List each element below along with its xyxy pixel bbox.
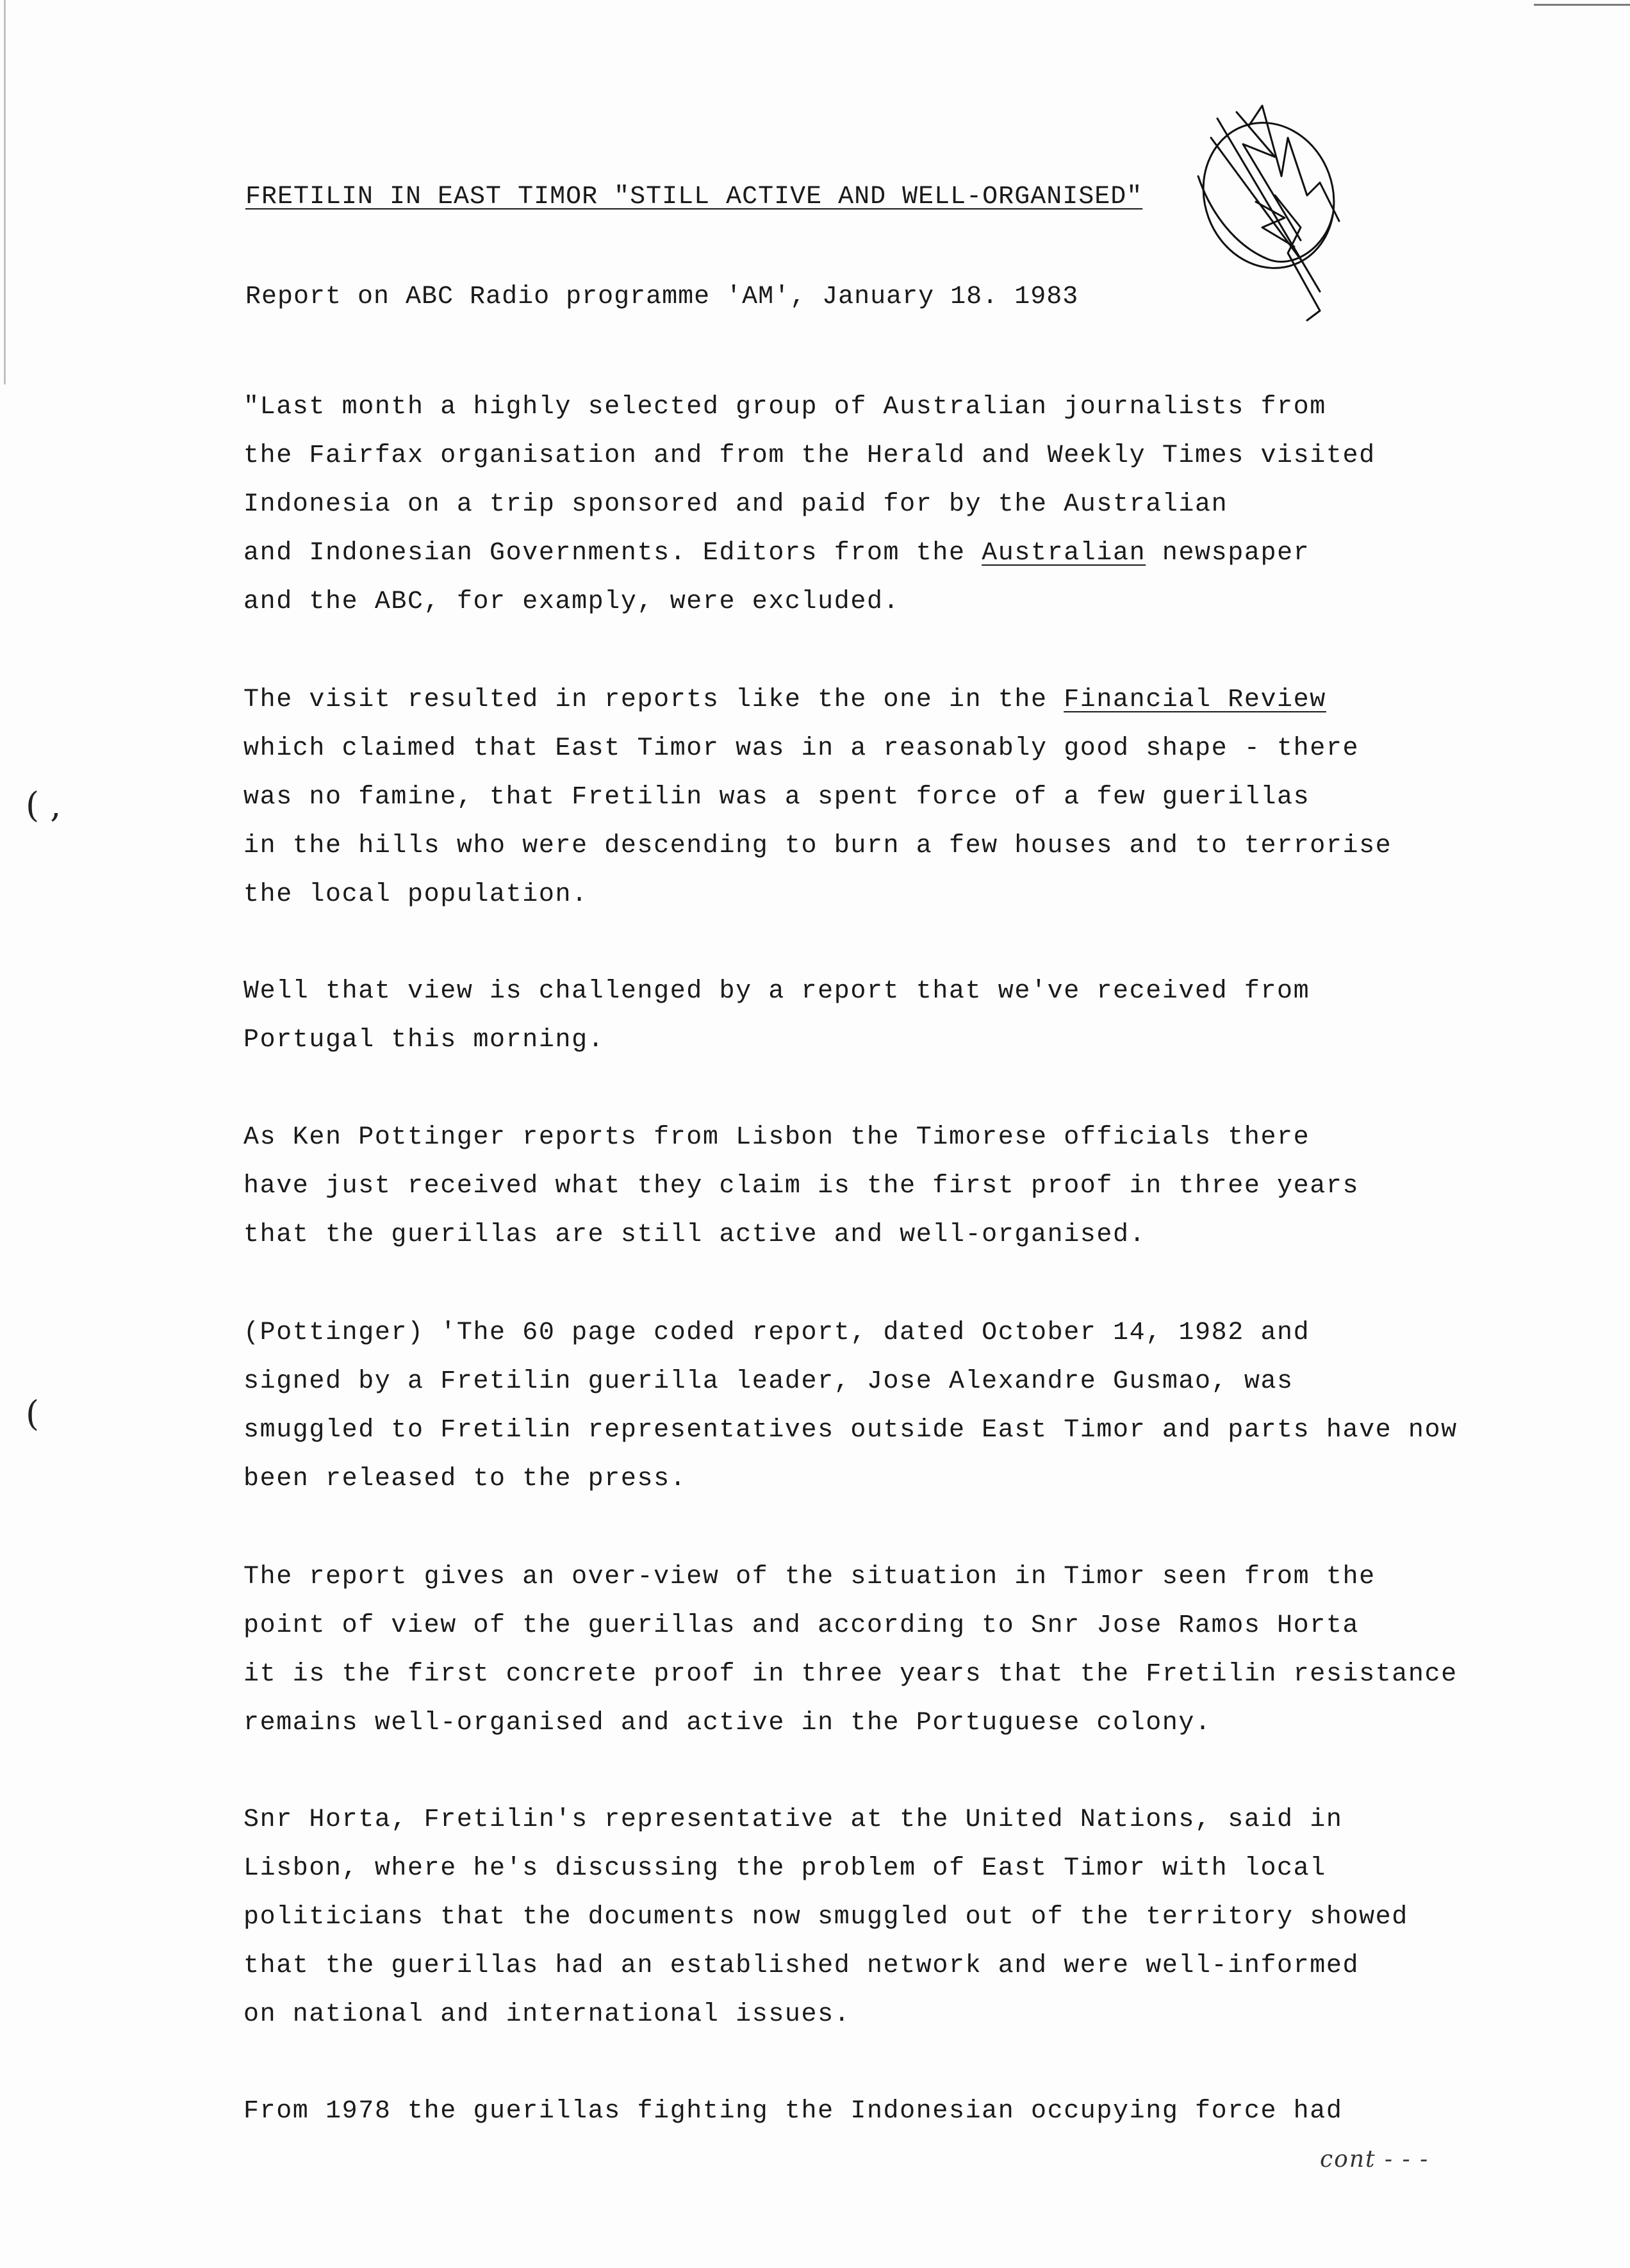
paragraph-line bbox=[243, 676, 1392, 725]
underlined-term-australian: Australian bbox=[982, 539, 1146, 568]
scan-edge-left bbox=[4, 0, 6, 384]
continuation-note: cont - - - bbox=[1320, 2146, 1429, 2173]
paragraph-line: on national and international issues. bbox=[243, 2000, 851, 2029]
handwritten-signature bbox=[1173, 99, 1365, 330]
paragraph-line: Lisbon, where he's discussing the problem of East Timor with local bbox=[243, 1854, 1326, 1883]
paragraph-line: "Last month a highly selected group of Australian journalists from bbox=[243, 393, 1326, 422]
paragraph-6 bbox=[243, 1553, 1458, 1748]
margin-punch-mark-lower: ( bbox=[26, 1393, 40, 1434]
paragraph-line: that the guerillas are still active and well-organised. bbox=[243, 1220, 1146, 1249]
underlined-term-financial-review: Financial Review bbox=[1064, 686, 1326, 714]
paragraph-line: that the guerillas had an established network and were well-informed bbox=[243, 1952, 1360, 1980]
paragraph-2 bbox=[243, 676, 1392, 919]
paragraph-line: point of view of the guerillas and according to Snr Jose Ramos Horta bbox=[243, 1611, 1360, 1640]
paragraph-line: Portugal this morning. bbox=[243, 1026, 605, 1055]
paragraph-line: signed by a Fretilin guerilla leader, Jose Alexandre Gusmao, was bbox=[243, 1367, 1294, 1396]
paragraph-4 bbox=[243, 1113, 1359, 1260]
paragraph-line: Well that view is challenged by a report that we've received from bbox=[243, 977, 1310, 1006]
paragraph-line: politicians that the documents now smuggled out of the territory showed bbox=[243, 1903, 1408, 1932]
paragraph-5 bbox=[243, 1309, 1458, 1504]
paragraph-3 bbox=[243, 967, 1310, 1065]
paragraph-7 bbox=[243, 1796, 1408, 2039]
paragraph-line: As Ken Pottinger reports from Lisbon the Timorese officials there bbox=[243, 1123, 1310, 1152]
line-segment: The visit resulted in reports like the one in the bbox=[243, 686, 1064, 714]
report-subtitle: Report on ABC Radio programme 'AM', January 18. 1983 bbox=[245, 283, 1079, 311]
line-segment: newspaper bbox=[1146, 539, 1310, 568]
paragraph-8 bbox=[243, 2087, 1342, 2136]
scan-edge-top bbox=[1534, 4, 1630, 6]
paragraph-line: smuggled to Fretilin representatives outside East Timor and parts have now bbox=[243, 1416, 1458, 1445]
margin-punch-mark-upper: ( , bbox=[26, 785, 62, 825]
paragraph-line: which claimed that East Timor was in a reasonably good shape - there bbox=[243, 734, 1360, 763]
paragraph-line: was no famine, that Fretilin was a spent force of a few guerillas bbox=[243, 783, 1310, 812]
paragraph-line: it is the first concrete proof in three years that the Fretilin resistance bbox=[243, 1660, 1458, 1689]
paragraph-line: have just received what they claim is the first proof in three years bbox=[243, 1172, 1360, 1201]
paragraph-line: From 1978 the guerillas fighting the Indonesian occupying force had bbox=[243, 2097, 1343, 2126]
paragraph-line: the local population. bbox=[243, 880, 588, 909]
paragraph-line: in the hills who were descending to burn a few houses and to terrorise bbox=[243, 832, 1392, 860]
paragraph-line: been released to the press. bbox=[243, 1465, 687, 1493]
document-title: FRETILIN IN EAST TIMOR "STILL ACTIVE AND WELL-ORGANISED" bbox=[245, 183, 1143, 211]
paragraph-line: and the ABC, for examply, were excluded. bbox=[243, 588, 900, 616]
paragraph-line: remains well-organised and active in the Portuguese colony. bbox=[243, 1709, 1212, 1738]
paragraph-1 bbox=[243, 383, 1376, 627]
paragraph-line: Indonesia on a trip sponsored and paid for by the Australian bbox=[243, 490, 1228, 519]
paragraph-line bbox=[243, 529, 1376, 578]
paragraph-line: the Fairfax organisation and from the Herald and Weekly Times visited bbox=[243, 441, 1376, 470]
paragraph-line: (Pottinger) 'The 60 page coded report, dated October 14, 1982 and bbox=[243, 1319, 1310, 1347]
paragraph-line: Snr Horta, Fretilin's representative at the United Nations, said in bbox=[243, 1805, 1343, 1834]
line-segment: and Indonesian Governments. Editors from the bbox=[243, 539, 982, 568]
paragraph-line: The report gives an over-view of the situation in Timor seen from the bbox=[243, 1563, 1376, 1591]
